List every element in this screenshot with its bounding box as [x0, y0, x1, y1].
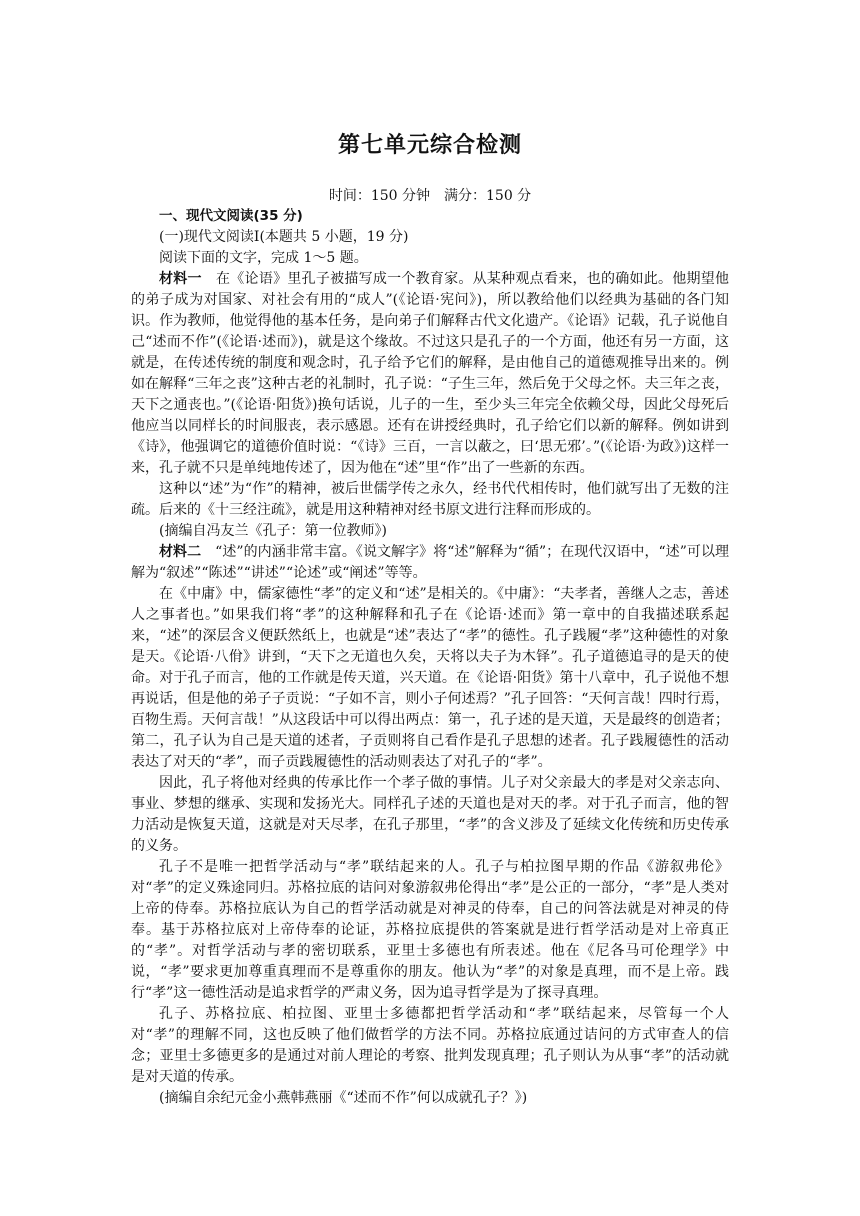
material2-paragraph-5: 孔子、苏格拉底、柏拉图、亚里士多德都把哲学活动和“孝”联结起来，尽管每一个人对“孝”的理解不同，这也反映了他们做哲学的方法不同。苏格拉底通过诘问的方式审查人的信念；亚里士多德更多的是通过对前人理论的考察、批判发现真理；孔子则认为从事“孝”的活动就是对天道的传承。 [131, 1006, 729, 1085]
subsection-heading: (一)现代文阅读Ⅰ(本题共 5 小题，19 分) [159, 229, 409, 245]
material2-label: 材料二 [159, 544, 202, 560]
page-title: 第七单元综合检测 [337, 133, 522, 158]
material2-paragraph-4: 孔子不是唯一把哲学活动与“孝”联结起来的人。孔子与柏拉图早期的作品《游叙弗伦》对“孝”的定义殊途同归。苏格拉底的诘问对象游叙弗伦得出“孝”是公正的一部分，“孝”是人类对上帝的侍奉。苏格拉底认为自己的哲学活动就是对神灵的侍奉，自己的问答法就是对神灵的侍奉。基于苏格拉底对上帝侍奉的论证，苏格拉底提供的答案就是进行哲学活动是对上帝真正的“孝”。对哲学活动与孝的密切联系，亚里士多德也有所表述。他在《尼各马可伦理学》中说，“孝”要求更加尊重真理而不是尊重你的朋友。他认为“孝”的对象是真理，而不是上帝。践行“孝”这一德性活动是追求哲学的严肃义务，因为追寻哲学是为了探寻真理。 [131, 859, 729, 1001]
material1-paragraph-2: 这种以“述”为“作”的精神，被后世儒学传之永久，经书代代相传时，他们就写出了无数的注疏。后来的《十三经注疏》，就是用这种精神对经书原文进行注释而形成的。 [131, 481, 729, 518]
exam-meta: 时间：150 分钟 满分：150 分 [328, 188, 532, 204]
material1-paragraph-1 [131, 269, 729, 479]
document-body [131, 206, 729, 1109]
material2-text-1: “述”的内涵非常丰富。《说文解字》将“述”解释为“循”；在现代汉语中，“述”可以理解为“叙述”“陈述”“讲述”“论述”或“阐述”等等。 [131, 544, 730, 581]
material2-source: (摘编自余纪元金小燕韩燕丽《“述而不作”何以成就孔子？》) [159, 1090, 528, 1106]
material1-source: (摘编自冯友兰《孔子：第一位教师》) [159, 523, 387, 539]
section-heading: 一、现代文阅读(35 分) [159, 208, 303, 224]
material1-text-1: 在《论语》里孔子被描写成一个教育家。从某种观点看来，也的确如此。他期望他的弟子成为对国家、对社会有用的“成人”(《论语·宪问》)，所以教给他们以经典为基础的各门知识。作为教师，他觉得他的基本任务，是向弟子们解释古代文化遗产。《论语》记载，孔子说他自己“述而不作”(《论语·述而》)，就是这个缘故。不过这只是孔子的一个方面，他还有另一方面，这就是，在传述传统的制度和观念时，孔子给予它们的解释，是由他自己的道德观推导出来的。例如在解释“三年之丧”这种古老的礼制时，孔子说：“子生三年，然后免于父母之怀。夫三年之丧，天下之通丧也。”(《论语·阳货》)换句话说，儿子的一生，至少头三年完全依赖父母，因此父母死后他应当以同样长的时间服丧，表示感恩。还有在讲授经典时，孔子给它们以新的解释。例如讲到《诗》，他强调它的道德价值时说：“《诗》三百，一言以蔽之，曰‘思无邪’。”(《论语·为政》)这样一来，孔子就不只是单纯地传述了，因为他在“述”里“作”出了一些新的东西。 [131, 271, 730, 476]
material1-label: 材料一 [159, 271, 202, 287]
material2-paragraph-2: 在《中庸》中，儒家德性“孝”的定义和“述”是相关的。《中庸》：“夫孝者，善继人之志，善述人之事者也。”如果我们将“孝”的这种解释和孔子在《论语·述而》第一章中的自我描述联系起来，“述”的深层含义便跃然纸上，也就是“述”表达了“孝”的德性。孔子践履“孝”这种德性的对象是天。《论语·八佾》讲到，“天下之无道也久矣，天将以夫子为木铎”。孔子道德追寻的是天的使命。对于孔子而言，他的工作就是传天道，兴天道。在《论语·阳货》第十八章中，孔子说他不想再说话，但是他的弟子子贡说：“子如不言，则小子何述焉？”孔子回答：“天何言哉！四时行焉，百物生焉。天何言哉！”从这段话中可以得出两点：第一，孔子述的是天道，天是最终的创造者；第二，孔子认为自己是天道的述者，子贡则将自己看作是孔子思想的述者。孔子践履德性的活动表达了对天的“孝”，而子贡践履德性的活动则表达了对孔子的“孝”。 [131, 586, 729, 770]
material2-paragraph-1 [131, 542, 729, 584]
instruction-text: 阅读下面的文字，完成 1～5 题。 [159, 250, 368, 266]
material2-paragraph-3: 因此，孔子将他对经典的传承比作一个孝子做的事情。儿子对父亲最大的孝是对父亲志向、事业、梦想的继承、实现和发扬光大。同样孔子述的天道也是对天的孝。对于孔子而言，他的智力活动是恢复天道，这就是对天尽孝，在孔子那里，“孝”的含义涉及了延续文化传统和历史传承的义务。 [131, 775, 729, 854]
